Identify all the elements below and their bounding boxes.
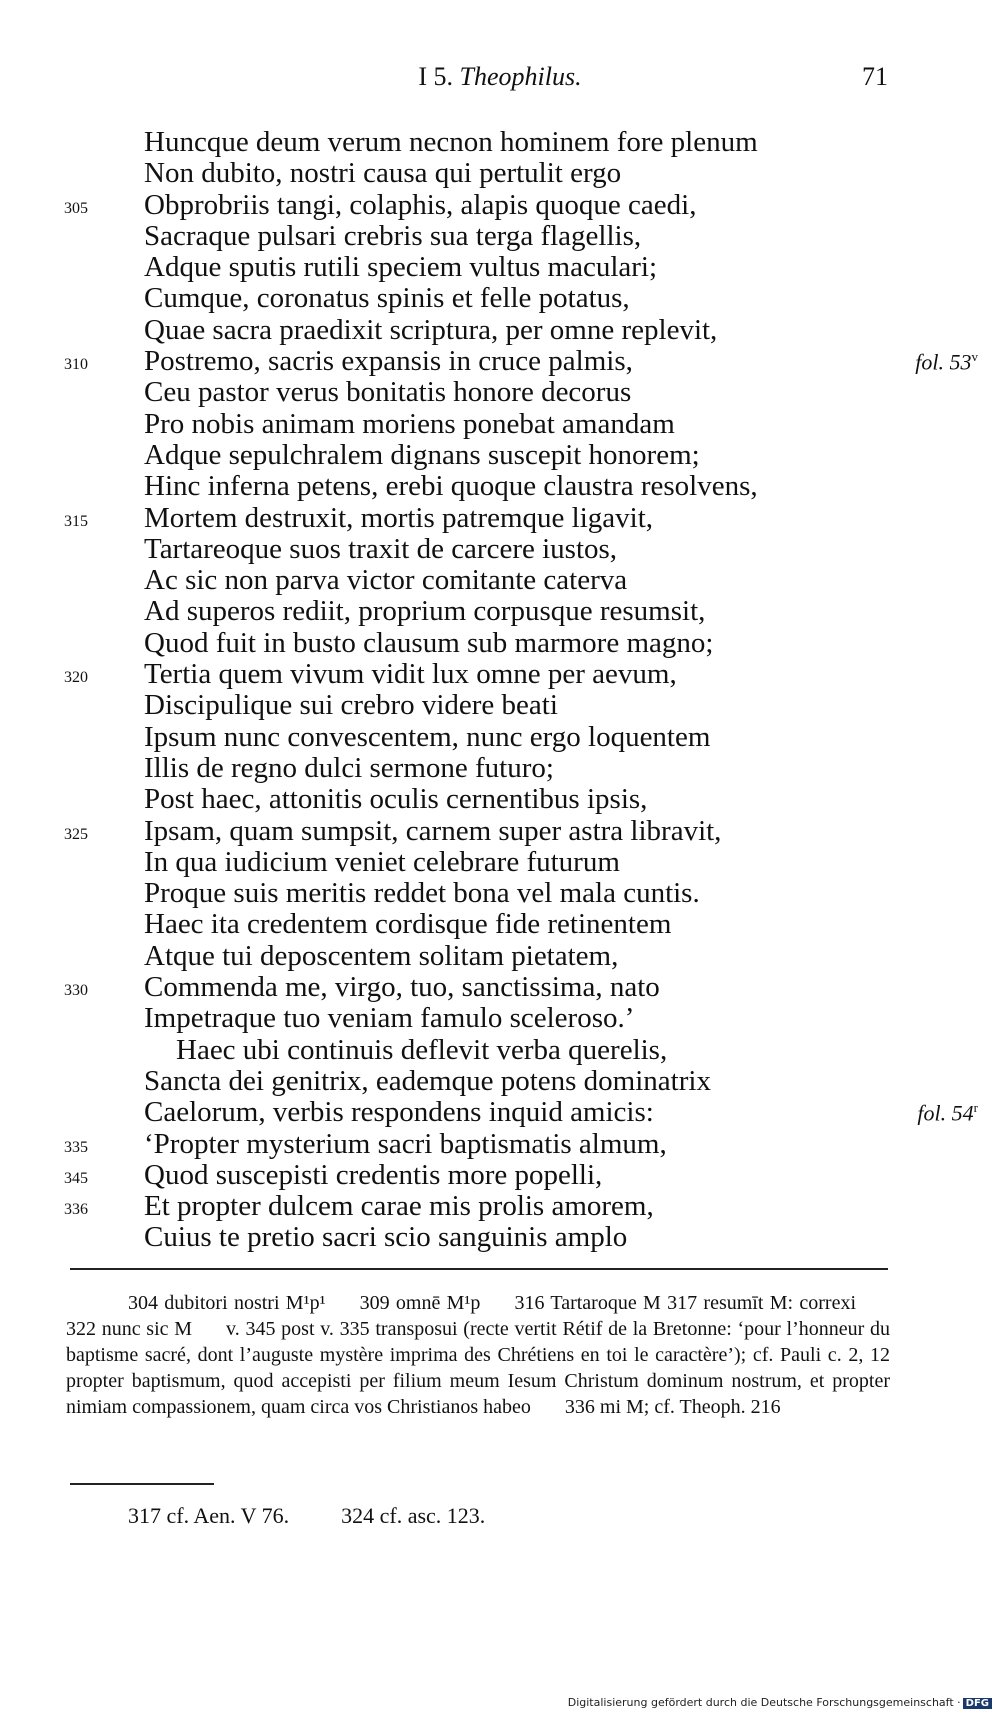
verse-text: Ac sic non parva victor comitante caterva (144, 564, 628, 597)
verse-line (0, 658, 1000, 689)
verse-line (0, 815, 1000, 846)
line-number: 320 (64, 669, 88, 687)
verse-text: Quod suscepisti credentis more popelli, (144, 1158, 603, 1191)
verse-line (0, 1002, 1000, 1033)
verse-line (0, 846, 1000, 877)
verse-line (0, 439, 1000, 470)
verse-line (0, 314, 1000, 345)
line-number: 310 (64, 356, 88, 374)
verse-line (0, 1128, 1000, 1159)
dfg-logo: DFG (963, 1698, 992, 1709)
verse-line (0, 595, 1000, 626)
verse-text: Non dubito, nostri causa qui pertulit ergo (144, 157, 622, 190)
verse-block (0, 126, 1000, 1253)
verse-line (0, 783, 1000, 814)
folio-side: r (973, 1100, 978, 1116)
verse-text: Quae sacra praedixit scriptura, per omne replevit, (144, 313, 718, 346)
verse-text: Sacraque pulsari crebris sua terga flagellis, (144, 219, 642, 252)
page-number: 71 (862, 62, 888, 91)
verse-line (0, 627, 1000, 658)
line-number: 325 (64, 825, 88, 843)
running-header (0, 62, 1000, 102)
verse-line (0, 908, 1000, 939)
verse-text: Cumque, coronatus spinis et felle potatus, (144, 282, 630, 315)
verse-text: Impetraque tuo veniam famulo sceleroso.’ (144, 1002, 635, 1035)
folio-label: fol. 53 (915, 349, 972, 375)
apparatus-entry: 317 resumīt M: correxi (667, 1292, 857, 1314)
verse-text: Atque tui deposcentem solitam pietatem, (144, 939, 619, 972)
title-name: Theophilus. (459, 62, 582, 91)
digitization-credit (568, 1696, 992, 1709)
verse-line (0, 1159, 1000, 1190)
verse-line (0, 126, 1000, 157)
apparatus-entry: 322 nunc sic M (66, 1318, 193, 1340)
line-number: 336 (64, 1201, 88, 1219)
folio-label: fol. 54 (917, 1100, 974, 1126)
verse-text: Adque sepulchralem dignans suscepit honorem; (144, 438, 700, 471)
verse-text: ‘Propter mysterium sacri baptismatis almum, (144, 1127, 667, 1160)
critical-apparatus (66, 1290, 890, 1420)
verse-line (0, 1221, 1000, 1252)
verse-line (0, 564, 1000, 595)
apparatus-divider (70, 1268, 888, 1270)
verse-text: Ipsum nunc convescentem, nunc ergo loquentem (144, 720, 711, 753)
sources-divider (70, 1483, 214, 1485)
running-title (0, 62, 1000, 92)
line-number: 330 (64, 982, 88, 1000)
folio-side: v (971, 349, 978, 365)
apparatus-entry: 336 mi M; cf. Theoph. 216 (564, 1396, 781, 1418)
verse-line (0, 1034, 1000, 1065)
verse-text: Proque suis meritis reddet bona vel mala cuntis. (144, 877, 700, 910)
verse-text: Cuius te pretio sacri scio sanguinis amplo (144, 1221, 628, 1254)
verse-text: Obprobriis tangi, colaphis, alapis quoque caedi, (144, 188, 697, 221)
verse-text: Mortem destruxit, mortis patremque ligavit, (144, 501, 654, 534)
verse-text: Ad superos rediit, proprium corpusque resumsit, (144, 595, 706, 628)
credit-text: Digitalisierung gefördert durch die Deutsche Forschungsgemeinschaft · (567, 1696, 961, 1709)
verse-text: Postremo, sacris expansis in cruce palmis, (144, 345, 633, 378)
verse-text: Sancta dei genitrix, eademque potens dominatrix (144, 1064, 711, 1097)
line-number: 335 (64, 1138, 88, 1156)
apparatus-entry: 309 omnē M¹p (359, 1292, 481, 1314)
verse-line (0, 282, 1000, 313)
verse-line (0, 877, 1000, 908)
source-references (128, 1503, 485, 1529)
verse-text: Illis de regno dulci sermone futuro; (144, 751, 554, 784)
verse-line (0, 251, 1000, 282)
verse-line (0, 752, 1000, 783)
verse-text: Pro nobis animam moriens ponebat amandam (144, 407, 675, 440)
verse-text: Commenda me, virgo, tuo, sanctissima, nato (144, 971, 660, 1004)
verse-line (0, 345, 1000, 376)
verse-line (0, 689, 1000, 720)
verse-text: In qua iudicium veniet celebrare futurum (144, 845, 620, 878)
apparatus-paragraph (66, 1290, 890, 1420)
verse-text: Discipulique sui crebro videre beati (144, 689, 558, 722)
verse-line (0, 1065, 1000, 1096)
verse-line (0, 376, 1000, 407)
apparatus-entry: 316 Tartaroque M (514, 1292, 661, 1314)
verse-text: Et propter dulcem carae mis prolis amorem, (144, 1190, 654, 1223)
verse-text: Ipsam, quam sumpsit, carnem super astra libravit, (144, 814, 722, 847)
verse-text: Ceu pastor verus bonitatis honore decorus (144, 376, 632, 409)
folio-marker (917, 1100, 978, 1126)
source-entry: 317 cf. Aen. V 76. (128, 1503, 290, 1528)
line-number: 315 (64, 512, 88, 530)
verse-text: Tertia quem vivum vidit lux omne per aevum, (144, 658, 677, 691)
folio-marker (915, 349, 978, 375)
source-entry: 324 cf. asc. 123. (341, 1503, 486, 1528)
verse-text: Post haec, attonitis oculis cernentibus ipsis, (144, 783, 648, 816)
verse-text: Caelorum, verbis respondens inquid amicis: (144, 1096, 654, 1129)
verse-line (0, 470, 1000, 501)
verse-line (0, 533, 1000, 564)
verse-line (0, 157, 1000, 188)
verse-line (0, 1096, 1000, 1127)
verse-line (0, 940, 1000, 971)
apparatus-entry: v. 345 post v. 335 transposui (recte vertit Rétif de la Bretonne: ‘pour l’honneur du baptisme sacré, dont l’auguste mystère imprima des Chrétiens en toi le caractère’); cf. Pauli c. 2, 12 propter baptismum, quod accepisti per filium meum Iesum Christum dominum nostrum, et propter nimiam compassionem, quam circa vos Christianos habeo (66, 1318, 890, 1418)
verse-line (0, 189, 1000, 220)
verse-line (0, 971, 1000, 1002)
verse-text: Quod fuit in busto clausum sub marmore magno; (144, 626, 714, 659)
verse-text: Huncque deum verum necnon hominem fore plenum (144, 126, 758, 158)
verse-line (0, 220, 1000, 251)
title-prefix: I 5. (418, 62, 454, 91)
line-number: 305 (64, 199, 88, 217)
verse-line (0, 721, 1000, 752)
apparatus-entry: 304 dubitori nostri M¹p¹ (128, 1292, 326, 1314)
verse-line (0, 408, 1000, 439)
verse-text: Adque sputis rutili speciem vultus maculari; (144, 251, 658, 284)
verse-text: Haec ubi continuis deflevit verba querelis, (176, 1033, 668, 1066)
verse-line (0, 502, 1000, 533)
verse-text: Tartareoque suos traxit de carcere iustos, (144, 532, 618, 565)
verse-text: Hinc inferna petens, erebi quoque claustra resolvens, (144, 470, 758, 503)
line-number: 345 (64, 1169, 88, 1187)
verse-text: Haec ita credentem cordisque fide retinentem (144, 908, 672, 941)
verse-line (0, 1190, 1000, 1221)
